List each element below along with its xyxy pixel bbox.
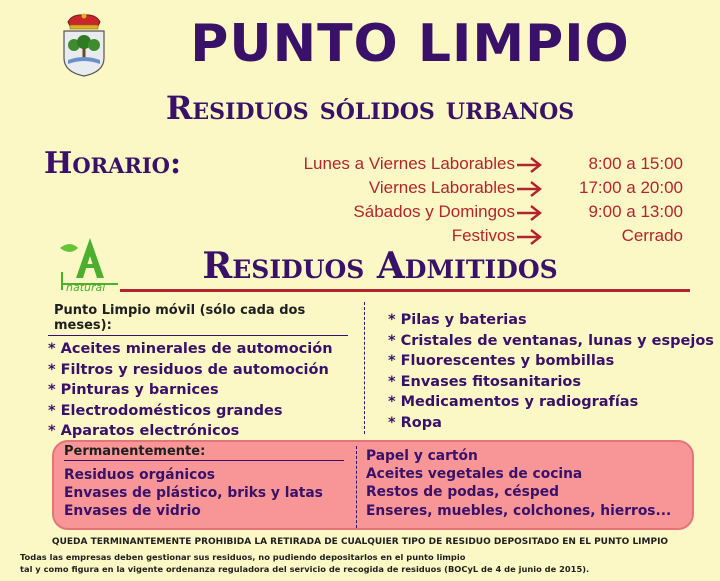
list-item: * Aceites minerales de automoción xyxy=(48,341,333,357)
footer-line: tal y como figura en la vigente ordenanza reguladora del servicio de recogida de residuos (BOCyL de 4 de junio de 2015). xyxy=(20,564,590,574)
list-item: * Fluorescentes y bombillas xyxy=(388,353,615,370)
coat-of-arms-icon xyxy=(58,12,110,78)
schedule-row xyxy=(230,154,685,178)
permanente-right-list xyxy=(366,447,671,520)
list-item: Restos de podas, césped xyxy=(366,484,559,501)
natural-logo-text: natural xyxy=(66,281,106,292)
list-item: * Medicamentos y radiografías xyxy=(388,394,639,411)
schedule-row xyxy=(230,178,685,202)
list-item: Papel y cartón xyxy=(366,448,478,464)
movil-section xyxy=(48,303,358,442)
list-item: Envases de vidrio xyxy=(64,503,201,520)
schedule-day: Lunes a Viernes Laborables xyxy=(303,154,515,173)
schedule-time: 9:00 a 13:00 xyxy=(588,202,683,221)
list-item: Enseres, muebles, colchones, hierros... xyxy=(366,502,672,519)
permanente-label: Permanentemente: xyxy=(64,444,344,461)
schedule-time: 17:00 a 20:00 xyxy=(579,178,683,197)
footer-note xyxy=(20,551,700,575)
column-divider xyxy=(364,302,365,434)
list-item: Aceites vegetales de cocina xyxy=(366,466,583,483)
admitidos-title: Residuos Admitidos xyxy=(202,245,558,287)
list-item: * Envases fitosanitarios xyxy=(388,373,582,390)
natural-logo-icon xyxy=(56,234,122,292)
list-item: * Cristales de ventanas, lunas y espejos xyxy=(388,332,714,349)
list-item: Residuos orgánicos xyxy=(64,467,216,483)
list-item: * Electrodomésticos grandes xyxy=(48,402,283,419)
list-item: * Pinturas y barnices xyxy=(48,382,219,399)
list-item: * Filtros y residuos de automoción xyxy=(48,361,329,378)
divider-line xyxy=(120,289,690,292)
schedule-row xyxy=(230,202,685,226)
schedule-day: Sábados y Domingos xyxy=(353,202,515,221)
list-item: * Pilas y baterias xyxy=(388,312,527,328)
arrow-right-icon xyxy=(515,179,543,199)
footer-line: Todas las empresas deben gestionar sus residuos, no pudiendo depositarlos en el punto limpio xyxy=(20,552,466,562)
list-item: Envases de plástico, briks y latas xyxy=(64,485,323,502)
schedule-time: Cerrado xyxy=(621,226,683,245)
footer-warning: QUEDA TERMINANTEMENTE PROHIBIDA LA RETIRADA DE CUALQUIER TIPO DE RESIDUO DEPOSITADO EN EL PUNTO LIMPIO xyxy=(51,537,669,547)
list-item: * Aparatos electrónicos xyxy=(48,423,240,440)
horario-label: Horario: xyxy=(44,146,182,181)
page-subtitle: Residuos sólidos urbanos xyxy=(165,89,575,127)
arrow-right-icon xyxy=(515,203,543,223)
list-item: * Ropa xyxy=(388,414,442,431)
schedule-day: Festivos xyxy=(451,226,515,245)
permanente-divider xyxy=(356,446,357,528)
movil-right-list xyxy=(388,310,714,434)
page-title: PUNTO LIMPIO xyxy=(190,14,630,74)
arrow-right-icon xyxy=(515,155,543,175)
permanente-left-list xyxy=(64,466,323,521)
schedule-day: Viernes Laborables xyxy=(368,178,515,197)
schedule-time: 8:00 a 15:00 xyxy=(588,154,683,173)
movil-label: Punto Limpio móvil (sólo cada dos meses): xyxy=(48,303,348,336)
